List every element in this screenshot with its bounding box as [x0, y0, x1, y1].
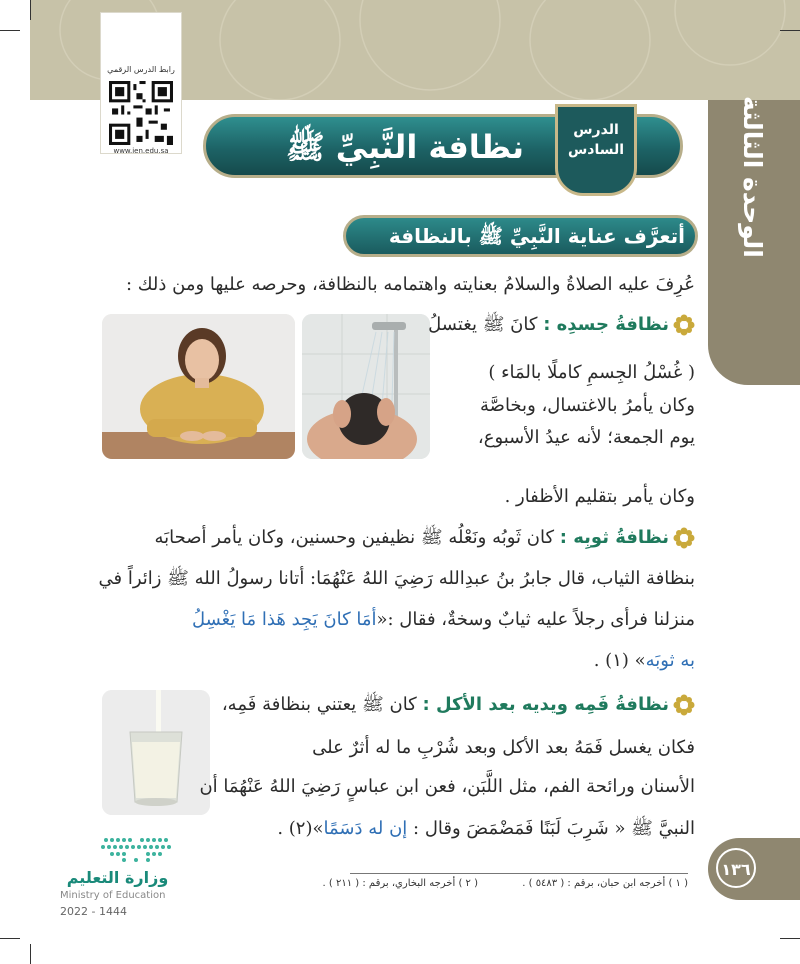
clothes-cleanliness-text-3: منزلنا فرأى رجلاً عليه ثيابٌ وسخةٌ، فقال :« — [376, 609, 695, 630]
crop-mark — [30, 944, 31, 964]
body-cleanliness-text-1: كانَ ﷺ يغتسلُ — [428, 314, 538, 335]
clothes-cleanliness-line-4 — [594, 646, 695, 676]
shower-photo — [302, 314, 430, 459]
body-cleanliness-line-4: يوم الجمعة؛ لأنه عيدُ الأسبوع، — [477, 427, 695, 448]
footnote-1: ( ١ ) أخرجه ابن حبان، برقم : ( ٥٤٨٣ ) . — [522, 878, 688, 889]
qr-caption: رابط الدرس الرقمي — [107, 65, 175, 74]
footnote-2: ( ٢ ) أخرجه البخاري، برقم : ( ٢١١ ) . — [322, 878, 478, 889]
mouth-cleanliness-line-3: الأسنان ورائحة الفم، مثل اللَّبَن، فعن ابن عباسٍ رَضِيَ اللهُ عَنْهُمَا أن — [199, 776, 695, 797]
mouth-cleanliness-heading: نظافةُ فَمِه ويديه بعد الأكل : — [422, 694, 669, 715]
footnote-ref-1: » (١) . — [593, 650, 646, 671]
body-cleanliness-heading: نظافةُ جسدِه : — [543, 314, 669, 335]
body-cleanliness-line-3: وكان يأمرُ بالاغتسال، وبخاصَّة — [480, 395, 695, 416]
hadith-quote-2: إن له دَسَمًا — [323, 818, 408, 839]
clothes-cleanliness-line-2: بنظافة الثياب، قال جابرُ بنُ عبدِالله رَضِيَ اللهُ عَنْهُمَا: أتانا رسولُ الله ﷺ زائراً في — [98, 568, 695, 589]
hadith-quote-1: أمَا كانَ يَجِد هَذا مَا يَغْسِلُ — [191, 609, 377, 630]
footnote-ref-2: »(٢) . — [277, 818, 324, 839]
clothes-cleanliness-line-3 — [192, 605, 695, 635]
milk-glass-photo — [102, 690, 210, 815]
ministry-name-ar: وزارة التعليم — [66, 868, 169, 887]
body-cleanliness-line-1 — [428, 310, 695, 340]
clothes-cleanliness-heading: نظافةُ ثوبِه : — [559, 527, 669, 548]
clothes-cleanliness-line-1 — [155, 523, 696, 553]
mouth-cleanliness-line-1 — [222, 690, 695, 720]
mouth-cleanliness-line-4 — [277, 814, 695, 844]
crop-mark — [780, 938, 800, 939]
crop-mark — [30, 0, 31, 20]
qr-card[interactable] — [100, 12, 182, 154]
ministry-dots-logo — [100, 834, 172, 864]
crop-mark — [0, 30, 20, 31]
flower-bullet-icon — [673, 314, 695, 336]
edition-year: 2022 - 1444 — [60, 905, 127, 918]
body-cleanliness-line-5: وكان يأمر بتقليم الأظفار . — [504, 486, 695, 507]
crop-mark — [0, 938, 20, 939]
qr-code-icon[interactable] — [109, 81, 173, 145]
mouth-cleanliness-text-4: النبيَّ ﷺ « شَرِبَ لَبَنًا فَمَضْمَضَ وقال : — [413, 818, 695, 839]
section-heading: أتعرَّف عناية النَّبِيِّ ﷺ بالنظافة — [388, 224, 685, 248]
clothes-cleanliness-text-1: كان ثَوبُه ونَعْلُه ﷺ نظيفين وحسنين، وكان يأمر أصحابَه — [154, 527, 555, 548]
intro-paragraph: عُرِفَ عليه الصلاةُ والسلامُ بعنايته واهتمامه بالنظافة، وحرصه عليها ومن ذلك : — [125, 274, 695, 295]
body-cleanliness-line-2: ( غُسْلُ الجِسمِ كاملًا بالمَاء ) — [488, 362, 695, 383]
unit-label: الوحدة الثالثة — [738, 96, 767, 258]
qr-url[interactable]: www.ien.edu.sa — [113, 147, 169, 155]
mouth-cleanliness-text-1: كان ﷺ يعتني بنظافة فَمِه، — [221, 694, 417, 715]
flower-bullet-icon — [673, 527, 695, 549]
lesson-badge-label: الدرس السادس — [567, 122, 625, 158]
hadith-quote-1-end: به ثوبَه — [645, 650, 695, 671]
footnote-divider — [350, 873, 688, 874]
mouth-cleanliness-line-2: فكان يغسل فَمَهُ بعد الأكل وبعد شُرْبِ ما له أثرٌ على — [312, 737, 695, 758]
page-number: ١٣٦ — [716, 848, 756, 888]
ministry-name-en: Ministry of Education — [60, 890, 166, 901]
girl-photo — [102, 314, 295, 459]
crop-mark — [780, 30, 800, 31]
lesson-title: نظافة النَّبِيِّ ﷺ — [286, 128, 524, 166]
flower-bullet-icon — [673, 694, 695, 716]
